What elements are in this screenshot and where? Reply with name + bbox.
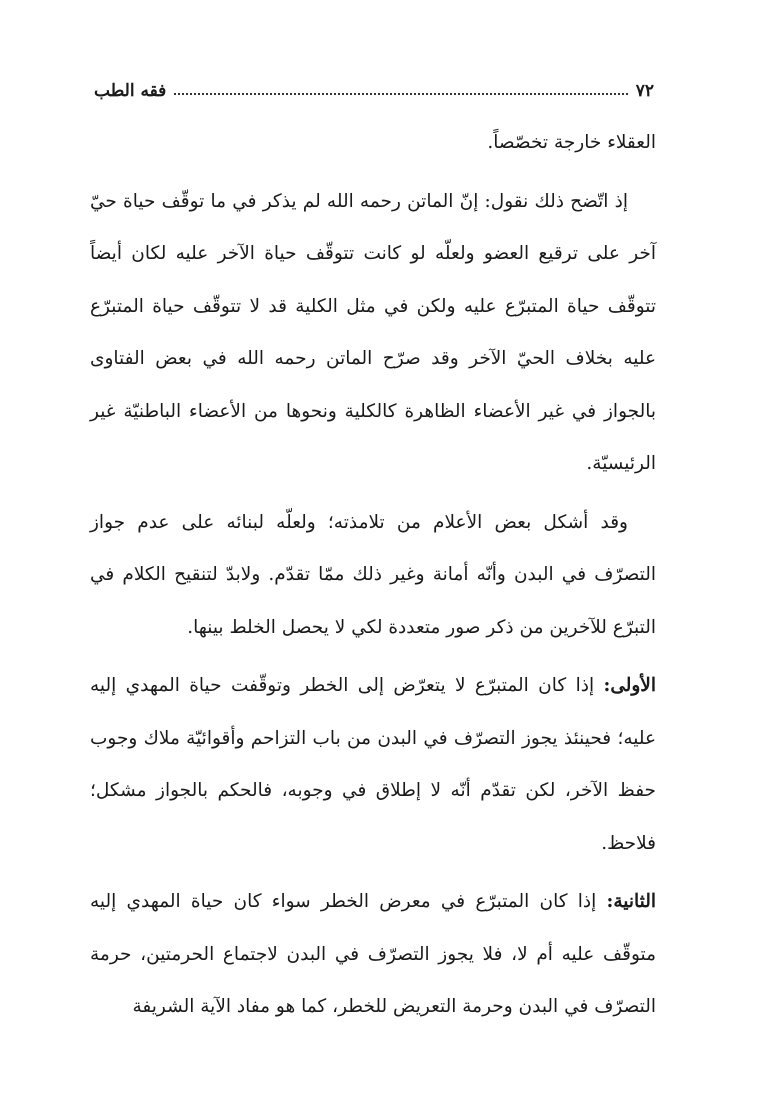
paragraph-explanation: [90, 176, 656, 491]
case-label: الأولى:: [603, 675, 656, 696]
page-number: ٧٢: [635, 81, 654, 101]
paragraph-second-case: [90, 876, 656, 1034]
paragraph-first-case: [90, 660, 656, 870]
book-title: فقه الطب: [94, 81, 167, 101]
paragraph-text: العقلاء خارجة تخصّصاً.: [487, 132, 656, 153]
case-label: الثانية:: [606, 891, 656, 912]
paragraph-text: وقد أشكل بعض الأعلام من تلامذته؛ ولعلّه لبنائه على عدم جواز التصرّف في البدن وأنّه أمانة وغير ذلك ممّا تقدّم. ولابدّ لتنقيح الكلام في التبرّع للآخرين من ذكر صور متعددة لكي لا يحصل الخلط بينها.: [90, 511, 656, 638]
paragraph-objection: [90, 497, 656, 655]
paragraph-text: إذا كان المتبرّع لا يتعرّض إلى الخطر وتوقّفت حياة المهدي إليه عليه؛ فحينئذ يجوز التصرّف في البدن من باب التزاحم وأقوائيّة ملاك وجوب حفظ الآخر، لكن تقدّم أنّه لا إطلاق في وجوبه، فالحكم بالجواز مشكل؛ فلاحظ.: [90, 675, 656, 854]
paragraph-text: إذا كان المتبرّع في معرض الخطر سواء كان حياة المهدي إليه متوقّف عليه أم لا، فلا يجوز التصرّف في البدن لاجتماع الحرمتين، حرمة التصرّف في البدن وحرمة التعريض للخطر، كما هو مفاد الآية الشريفة: [90, 891, 656, 1017]
running-header: [94, 76, 654, 106]
paragraph-continuation: [90, 117, 656, 170]
dotted-leader: [174, 93, 627, 95]
paragraph-text: إذ اتّضح ذلك نقول: إنّ الماتن رحمه الله لم يذكر في ما توقّف حياة حيّ آخر على ترقيع العضو ولعلّه لو كانت تتوقّف حياة الآخر عليه لكان أيضاً تتوقّف حياة المتبرّع عليه ولكن في مثل الكلية قد لا تتوقّف حياة المتبرّع عليه بخلاف الحيّ الآخر وقد صرّح الماتن رحمه الله في بعض الفتاوى بالجواز في غير الأعضاء الظاهرة كالكلية ونحوها من الأعضاء الباطنيّة غير الرئيسيّة.: [90, 190, 656, 474]
body-text: [90, 117, 656, 1034]
